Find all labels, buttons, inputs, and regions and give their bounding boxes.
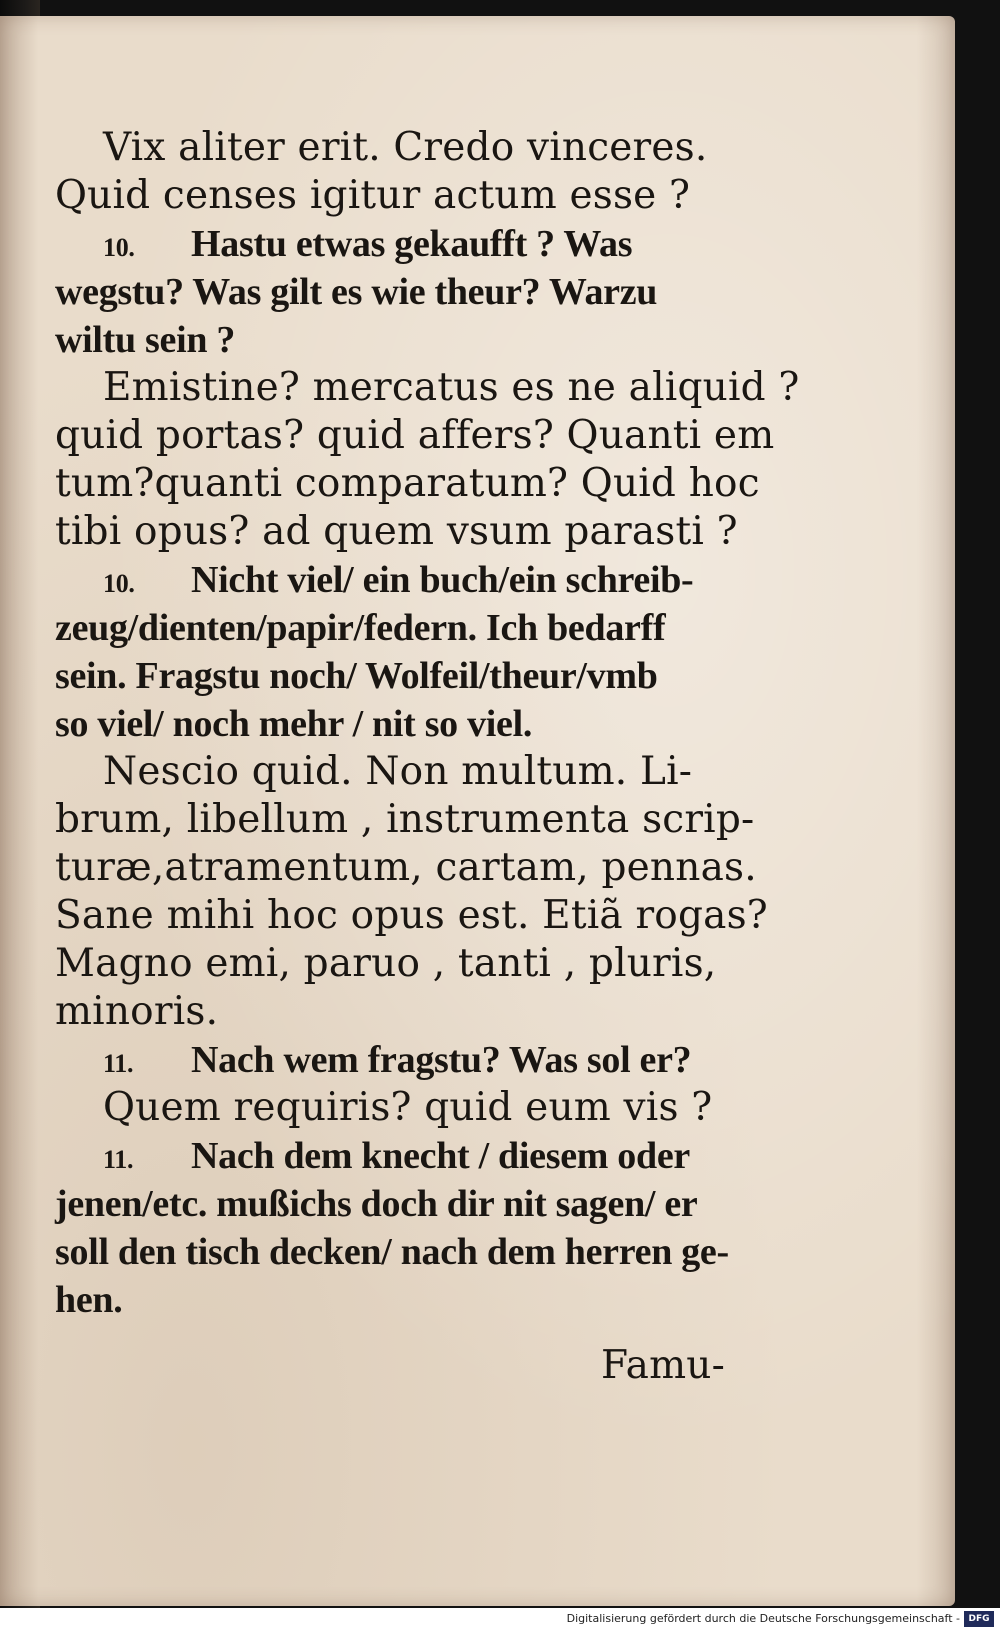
text-line: Sane mihi hoc opus est. Etiã rogas? [55, 893, 768, 938]
text-line: wegstu? Was gilt es wie theur? Warzu [55, 271, 658, 313]
text-line: Magno emi, paruo , tanti , pluris, [55, 941, 717, 986]
text-line [55, 556, 725, 604]
text-line: sein. Fragstu noch/ Wolfeil/theur/vmb [55, 655, 658, 697]
text-line [55, 220, 725, 268]
text-line: jenen/etc. mußichs doch dir nit sagen/ er [55, 1183, 698, 1225]
page-text-block [55, 124, 800, 1390]
text-line: brum, libellum , instrumenta scrip- [55, 797, 755, 842]
dfg-logo: DFG [964, 1611, 994, 1627]
text-line: Quid censes igitur actum esse ? [55, 173, 691, 218]
text-line: wiltu sein ? [55, 319, 236, 361]
digitization-footer [0, 1608, 1000, 1632]
section-number: 10. [103, 569, 135, 598]
section-number: 10. [103, 233, 135, 262]
text-line: zeug/dienten/papir/federn. Ich bedarff [55, 607, 666, 649]
text-line [55, 1132, 725, 1180]
text-line: soll den tisch decken/ nach dem herren ge- [55, 1231, 729, 1273]
text-line: Emistine? mercatus es ne aliquid ? [103, 365, 800, 410]
section-number: 11. [103, 1145, 134, 1174]
text-line: tum?quanti comparatum? Quid hoc [55, 461, 760, 506]
line-text: Nach dem knecht / diesem oder [191, 1135, 690, 1177]
section-number: 11. [103, 1049, 134, 1078]
text-line [55, 1036, 725, 1084]
text-line: turæ,atramentum, cartam, pennas. [55, 845, 757, 890]
book-page [0, 16, 955, 1606]
text-line: minoris. [55, 989, 219, 1034]
funding-credit: Digitalisierung gefördert durch die Deutsche Forschungsgemeinschaft - [566, 1612, 960, 1625]
text-line: so viel/ noch mehr / nit so viel. [55, 703, 533, 745]
line-text: Nicht viel/ ein buch/ein schreib- [191, 559, 694, 601]
text-line: Nescio quid. Non multum. Li- [103, 749, 693, 794]
text-line: Vix aliter erit. Credo vinceres. [103, 125, 708, 170]
text-line: Quem requiris? quid eum vis ? [103, 1085, 713, 1130]
text-line: quid portas? quid affers? Quanti em [55, 413, 775, 458]
text-line: tibi opus? ad quem vsum parasti ? [55, 509, 738, 554]
line-text: Hastu etwas gekaufft ? Was [191, 223, 633, 265]
catchword: Famu- [601, 1343, 725, 1388]
line-text: Nach wem fragstu? Was sol er? [191, 1039, 692, 1081]
text-line: hen. [55, 1279, 123, 1321]
